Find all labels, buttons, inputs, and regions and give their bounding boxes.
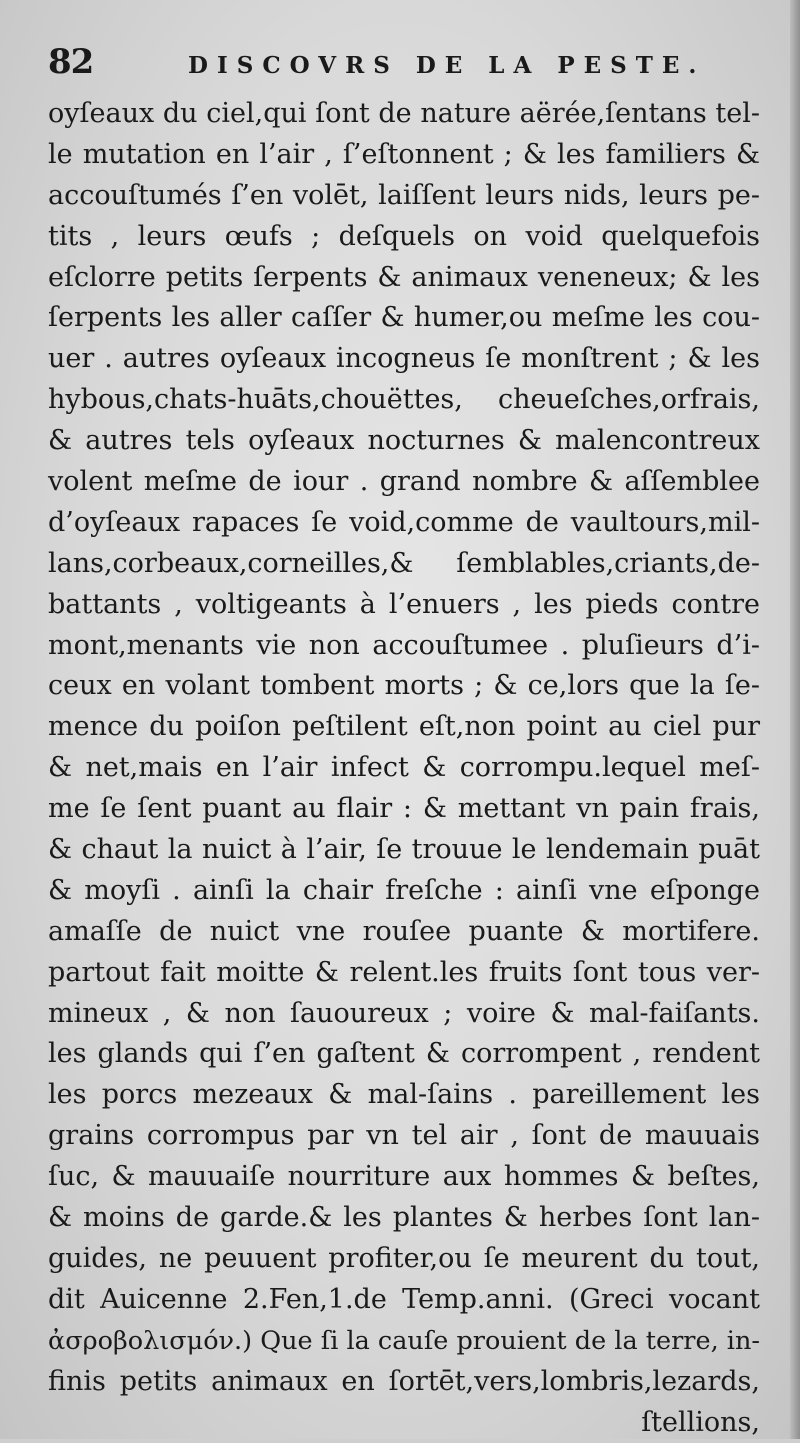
text-line: dit Auicenne 2.Fen,1.de Temp.anni. (Greci vocant bbox=[48, 1280, 760, 1321]
text-line: oyſeaux du ciel,qui ſont de nature aërée,ſentans tel- bbox=[48, 94, 760, 135]
text-line: partout fait moitte & relent.les fruits ſont tous ver- bbox=[48, 953, 760, 994]
text-line: ceux en volant tombent morts ; & ce,lors que la ſe- bbox=[48, 666, 760, 707]
text-line: ſtellions, bbox=[48, 1403, 760, 1443]
text-line: lans,corbeaux,corneilles,& ſemblables,criants,de- bbox=[48, 544, 760, 585]
text-line: eſclorre petits ſerpents & animaux veneneux; & les bbox=[48, 258, 760, 299]
text-line: & net,mais en l’air infect & corrompu.lequel meſ- bbox=[48, 748, 760, 789]
page-header bbox=[48, 42, 760, 92]
text-line: battants , voltigeants à l’enuers , les pieds contre bbox=[48, 585, 760, 626]
text-line: guides, ne peuuent profiter,ou ſe meurent du tout, bbox=[48, 1239, 760, 1280]
text-line: d’oyſeaux rapaces ſe void,comme de vaultours,mil- bbox=[48, 503, 760, 544]
text-line: le mutation en l’air , ſ’eſtonnent ; & les familiers & bbox=[48, 135, 760, 176]
text-line: & autres tels oyſeaux nocturnes & malencontreux bbox=[48, 421, 760, 462]
text-line: & moyſi . ainſi la chair freſche : ainſi vne eſponge bbox=[48, 871, 760, 912]
text-line: amaſſe de nuict vne rouſee puante & mortifere. bbox=[48, 912, 760, 953]
body-text bbox=[48, 94, 760, 1443]
text-line: ἀσροβολισμόν.) Que ſi la cauſe prouient de la terre, in- bbox=[48, 1321, 760, 1362]
text-line: & chaut la nuict à l’air, ſe trouue le lendemain puāt bbox=[48, 830, 760, 871]
page-number: 82 bbox=[48, 42, 93, 82]
text-line: les porcs mezeaux & mal-ſains . pareillement les bbox=[48, 1075, 760, 1116]
text-line: volent meſme de iour . grand nombre & aſſemblee bbox=[48, 462, 760, 503]
text-line: hybous,chats-huāts,chouëttes, cheueſches,orfrais, bbox=[48, 380, 760, 421]
text-line: accouſtumés ſ’en volēt, laiſſent leurs nids, leurs pe- bbox=[48, 176, 760, 217]
text-line: mineux , & non ſauoureux ; voire & mal-faiſants. bbox=[48, 994, 760, 1035]
text-line: grains corrompus par vn tel air , ſont de mauuais bbox=[48, 1116, 760, 1157]
text-line: uer . autres oyſeaux incogneus ſe monſtrent ; & les bbox=[48, 339, 760, 380]
running-title: DISCOVRS DE LA PESTE. bbox=[188, 52, 705, 79]
text-line: finis petits animaux en ſortēt,vers,lombris,lezards, bbox=[48, 1362, 760, 1403]
page-edge-shadow bbox=[790, 0, 800, 1439]
text-line: mence du poiſon peſtilent eſt,non point au ciel pur bbox=[48, 707, 760, 748]
text-line: les glands qui ſ’en gaſtent & corrompent , rendent bbox=[48, 1034, 760, 1075]
text-line: ſerpents les aller caſſer & humer,ou meſme les cou- bbox=[48, 298, 760, 339]
text-line: & moins de garde.& les plantes & herbes ſont lan- bbox=[48, 1198, 760, 1239]
text-line: tits , leurs œufs ; deſquels on void quelquefois bbox=[48, 217, 760, 258]
text-line: me ſe ſent puant au flair : & mettant vn pain frais, bbox=[48, 789, 760, 830]
text-line: ſuc, & mauuaiſe nourriture aux hommes & beſtes, bbox=[48, 1157, 760, 1198]
text-line: mont,menants vie non accouſtumee . pluſieurs d’i- bbox=[48, 626, 760, 667]
